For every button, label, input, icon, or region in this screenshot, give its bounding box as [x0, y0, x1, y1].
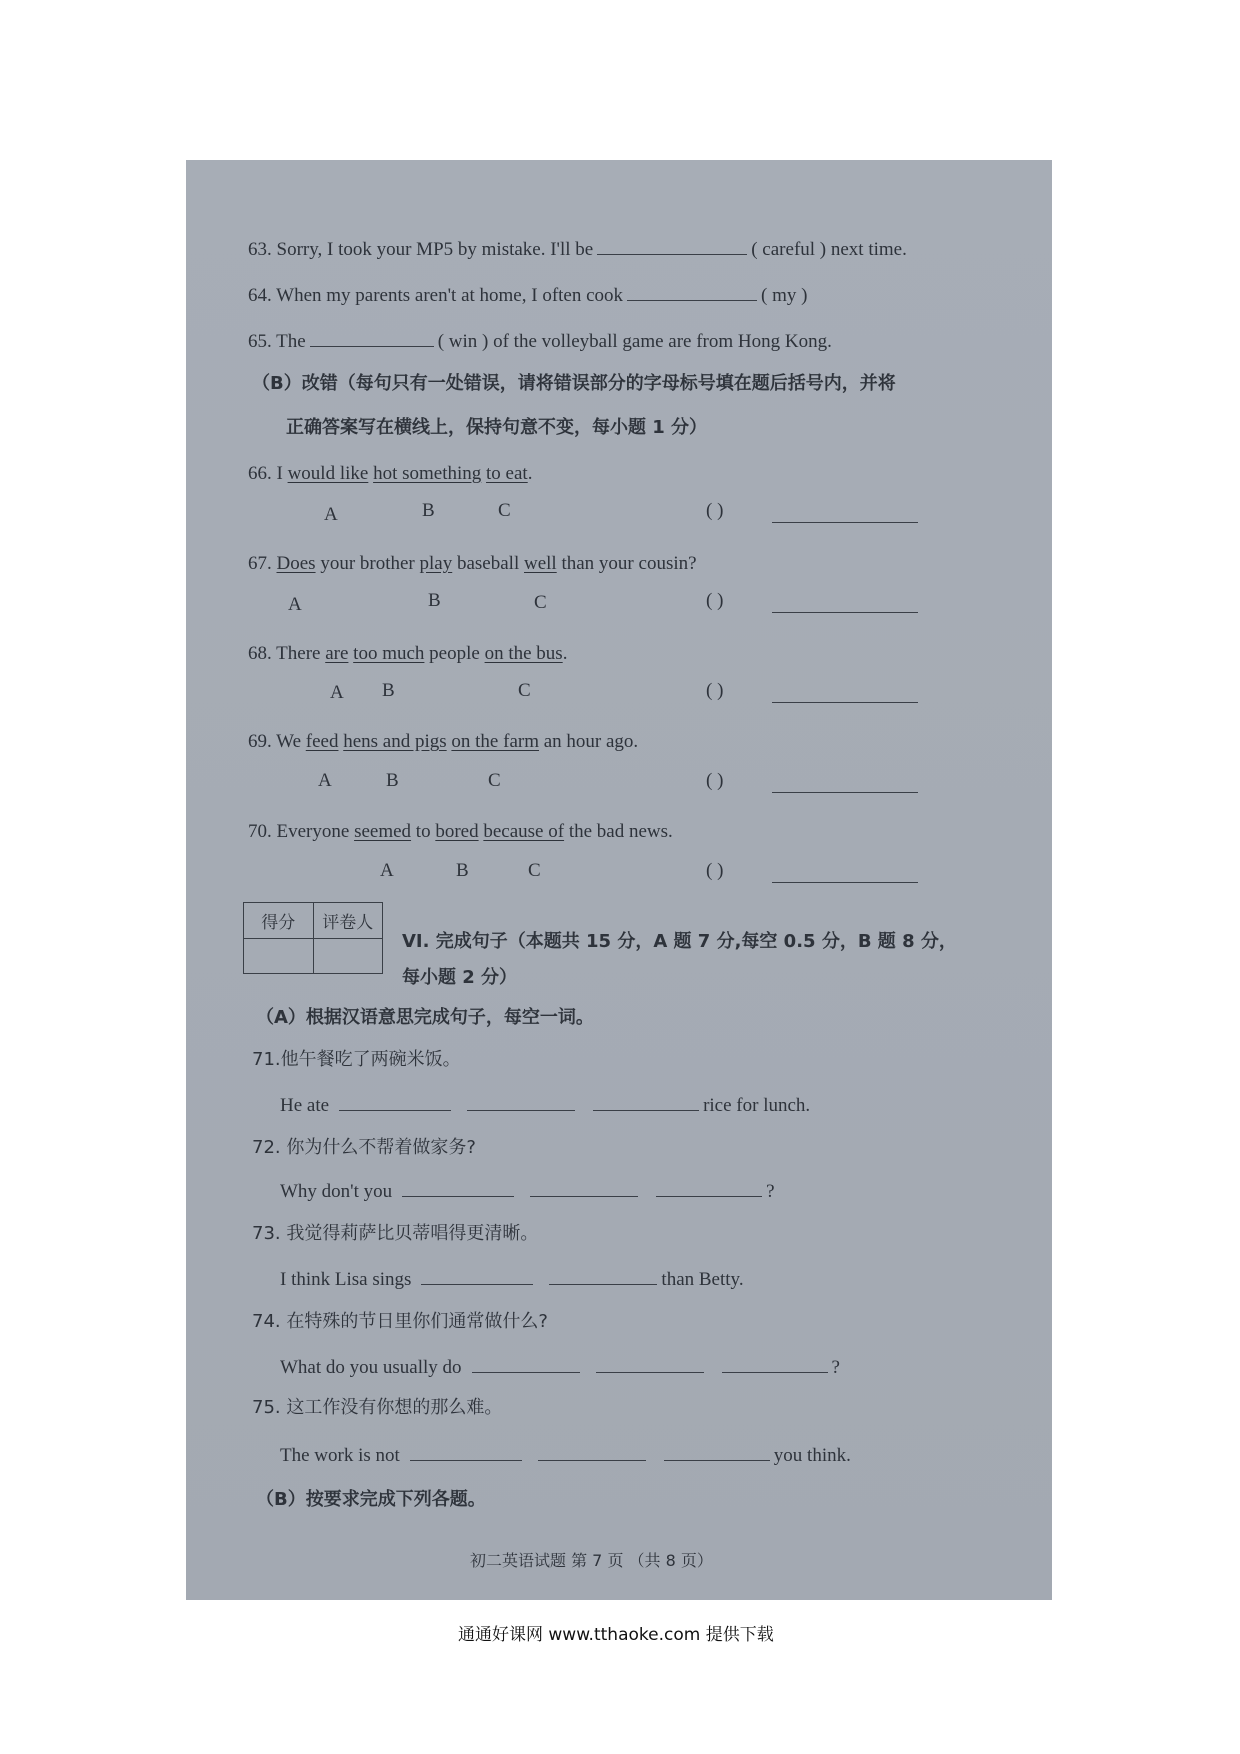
- section-b-tasks: （B）按要求完成下列各题。: [256, 1489, 486, 1510]
- question-73-english: I think Lisa sings than Betty.: [280, 1266, 744, 1292]
- answer-line: [772, 792, 918, 793]
- option-label-c: C: [534, 592, 547, 613]
- question-66: 66. I would like hot something to eat.: [248, 463, 533, 484]
- question-65: 65. The ( win ) of the volleyball game are from Hong Kong.: [248, 328, 832, 354]
- option-label-a: A: [324, 504, 338, 525]
- option-label-a: A: [318, 770, 332, 791]
- answer-paren: ( ): [706, 590, 724, 611]
- answer-paren: ( ): [706, 770, 724, 791]
- question-72-chinese: 72. 你为什么不帮着做家务?: [252, 1137, 476, 1158]
- question-67: 67. Does your brother play baseball well than your cousin?: [248, 553, 697, 574]
- site-credit: 通通好课网 www.tthaoke.com 提供下载: [458, 1625, 774, 1645]
- grader-cell: [313, 938, 383, 974]
- answer-line: [772, 612, 918, 613]
- answer-paren: ( ): [706, 680, 724, 701]
- section-vi-title-cont: 每小题 2 分）: [402, 967, 518, 988]
- answer-line: [772, 522, 918, 523]
- option-label-b: B: [422, 500, 435, 521]
- option-label-c: C: [498, 500, 511, 521]
- section-vi-title: VI. 完成句子（本题共 15 分，A 题 7 分,每空 0.5 分，B 题 8 分，: [402, 931, 957, 952]
- option-label-b: B: [428, 590, 441, 611]
- section-a-note: （A）根据汉语意思完成句子，每空一词。: [256, 1007, 594, 1028]
- section-b-instructions-cont: 正确答案写在横线上，保持句意不变，每小题 1 分）: [286, 417, 708, 438]
- question-75-chinese: 75. 这工作没有你想的那么难。: [252, 1397, 503, 1418]
- option-label-b: B: [456, 860, 469, 881]
- scanned-exam-page: [186, 160, 1052, 1600]
- answer-paren: ( ): [706, 860, 724, 881]
- option-label-a: A: [330, 682, 344, 703]
- score-header: 得分: [244, 903, 314, 939]
- question-75-english: The work is not you think.: [280, 1442, 851, 1468]
- grader-header: 评卷人: [313, 903, 383, 939]
- question-69: 69. We feed hens and pigs on the farm an hour ago.: [248, 731, 639, 752]
- question-74-chinese: 74. 在特殊的节日里你们通常做什么?: [252, 1311, 548, 1332]
- question-63: 63. Sorry, I took your MP5 by mistake. I'll be ( careful ) next time.: [248, 236, 907, 262]
- option-label-a: A: [380, 860, 394, 881]
- section-b-instructions: （B）改错（每句只有一处错误，请将错误部分的字母标号填在题后括号内，并将: [252, 373, 896, 394]
- option-label-b: B: [386, 770, 399, 791]
- option-label-b: B: [382, 680, 395, 701]
- option-label-c: C: [528, 860, 541, 881]
- question-73-chinese: 73. 我觉得莉萨比贝蒂唱得更清晰。: [252, 1223, 539, 1244]
- page-footer: 初二英语试题 第 7 页 （共 8 页）: [470, 1551, 713, 1570]
- question-71-chinese: 71.他午餐吃了两碗米饭。: [252, 1049, 461, 1070]
- score-table: [243, 902, 383, 974]
- question-68: 68. There are too much people on the bus.: [248, 643, 568, 664]
- answer-paren: ( ): [706, 500, 724, 521]
- question-64: 64. When my parents aren't at home, I often cook ( my ): [248, 282, 807, 308]
- answer-line: [772, 882, 918, 883]
- question-72-english: Why don't you ?: [280, 1178, 775, 1204]
- option-label-c: C: [488, 770, 501, 791]
- question-70: 70. Everyone seemed to bored because of the bad news.: [248, 821, 673, 842]
- score-cell: [244, 938, 314, 974]
- question-74-english: What do you usually do ?: [280, 1354, 840, 1380]
- option-label-c: C: [518, 680, 531, 701]
- option-label-a: A: [288, 594, 302, 615]
- question-71-english: He ate rice for lunch.: [280, 1092, 810, 1118]
- answer-line: [772, 702, 918, 703]
